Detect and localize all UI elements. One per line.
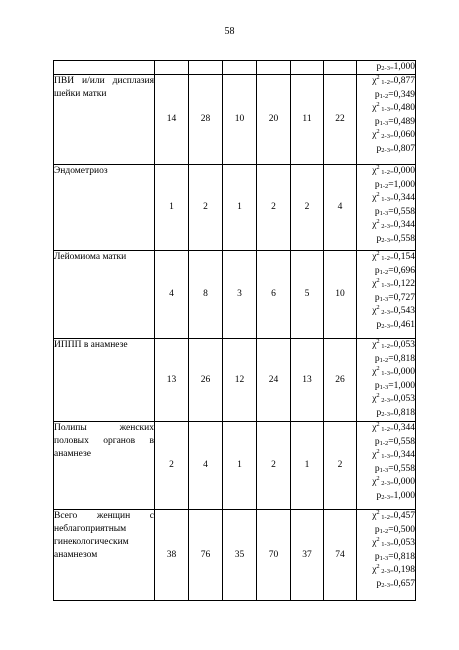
value-cell: 2 — [257, 422, 291, 510]
table-row — [54, 510, 416, 601]
value-cell: 2 — [155, 422, 189, 510]
value-cell: 2 — [324, 422, 357, 510]
value-cell: 24 — [257, 339, 291, 422]
value-cell: 5 — [291, 251, 324, 339]
value-cell: 37 — [291, 510, 324, 601]
value-cell: 1 — [291, 422, 324, 510]
value-cell: 1 — [155, 165, 189, 251]
row-label: Эндометриоз — [54, 165, 155, 251]
value-cell: 3 — [223, 251, 257, 339]
statistics-cell: $\chi^2$ $_{1-2=}$0,457 $p_{1-2}=0,500$ $\chi^2$ $_{1-3=}$0,053 $p_{1-3}=0,818$ $\chi^2$ $_{2-3=}$0,198 $p_{2-3=}0,657$ — [357, 510, 416, 601]
statistics-cell: $\chi^2$ $_{1-2=}$0,344 $p_{1-2}=0,558$ $\chi^2$ $_{1-3=}$0,344 $p_{1-3}=0,558$ $\chi^2$ $_{2-3=}$0,000 $p_{2-3=}1,000$ — [357, 422, 416, 510]
value-cell: 22 — [324, 75, 357, 165]
value-cell: 1 — [223, 422, 257, 510]
statistics-cell: $\chi^2$ $_{1-2=}$0,000 $p_{1-2}=1,000$ $\chi^2$ $_{1-3=}$0,344 $p_{1-3}=0,558$ $\chi^2$ $_{2-3=}$0,344 $p_{2-3=}0,558$ — [357, 165, 416, 251]
value-cell: 4 — [324, 165, 357, 251]
table-row — [54, 251, 416, 339]
value-cell: 74 — [324, 510, 357, 601]
value-cell: 28 — [189, 75, 223, 165]
value-cell: 1 — [223, 165, 257, 251]
value-cell: 13 — [291, 339, 324, 422]
statistics-cell: $\chi^2$ $_{1-2=}$0,154 $p_{1-2}=0,696$ $\chi^2$ $_{1-3=}$0,122 $p_{1-3}=0,727$ $\chi^2$ $_{2-3=}$0,543 $p_{2-3=}0,461$ — [357, 251, 416, 339]
row-label: Полипы женских половых органов в анамнезе — [54, 422, 155, 510]
table-row-continuation — [54, 61, 416, 75]
value-cell: 2 — [291, 165, 324, 251]
value-cell: 11 — [291, 75, 324, 165]
statistics-cell: $\chi^2$ $_{1-2=}$0,053 $p_{1-2}=0,818$ $\chi^2$ $_{1-3=}$0,000 $p_{1-3}=1,000$ $\chi^2$ $_{2-3=}$0,053 $p_{2-3=}0,818$ — [357, 339, 416, 422]
p-value-cell: $p_{2-3=}1,000$ — [357, 61, 416, 75]
value-cell: 10 — [223, 75, 257, 165]
value-cell: 26 — [189, 339, 223, 422]
value-cell: 38 — [155, 510, 189, 601]
value-cell: 10 — [324, 251, 357, 339]
table-row — [54, 75, 416, 165]
page-number: 58 — [224, 26, 235, 37]
value-cell: 26 — [324, 339, 357, 422]
value-cell: 2 — [189, 165, 223, 251]
statistics-cell: $\chi^2$ $_{1-2=}$0,877 $p_{1-2}=0,349$ $\chi^2$ $_{1-3=}$0,480 $p_{1-3}=0,489$ $\chi^2$ $_{2-3=}$0,060 $p_{2-3=}0,807$ — [357, 75, 416, 165]
row-label: Лейомиома матки — [54, 251, 155, 339]
value-cell: 12 — [223, 339, 257, 422]
value-cell: 4 — [155, 251, 189, 339]
value-cell: 13 — [155, 339, 189, 422]
row-label: Всего женщин с неблагоприятным гинекологическим анамнезом — [54, 510, 155, 601]
value-cell: 20 — [257, 75, 291, 165]
value-cell: 14 — [155, 75, 189, 165]
value-cell: 2 — [257, 165, 291, 251]
statistics-table — [53, 60, 416, 601]
value-cell: 35 — [223, 510, 257, 601]
table-row — [54, 165, 416, 251]
table-row — [54, 339, 416, 422]
table-row — [54, 422, 416, 510]
row-label: ПВИ и/или дисплазия шейки матки — [54, 75, 155, 165]
value-cell: 8 — [189, 251, 223, 339]
row-label: ИППП в анамнезе — [54, 339, 155, 422]
value-cell: 4 — [189, 422, 223, 510]
value-cell: 70 — [257, 510, 291, 601]
value-cell: 6 — [257, 251, 291, 339]
value-cell: 76 — [189, 510, 223, 601]
